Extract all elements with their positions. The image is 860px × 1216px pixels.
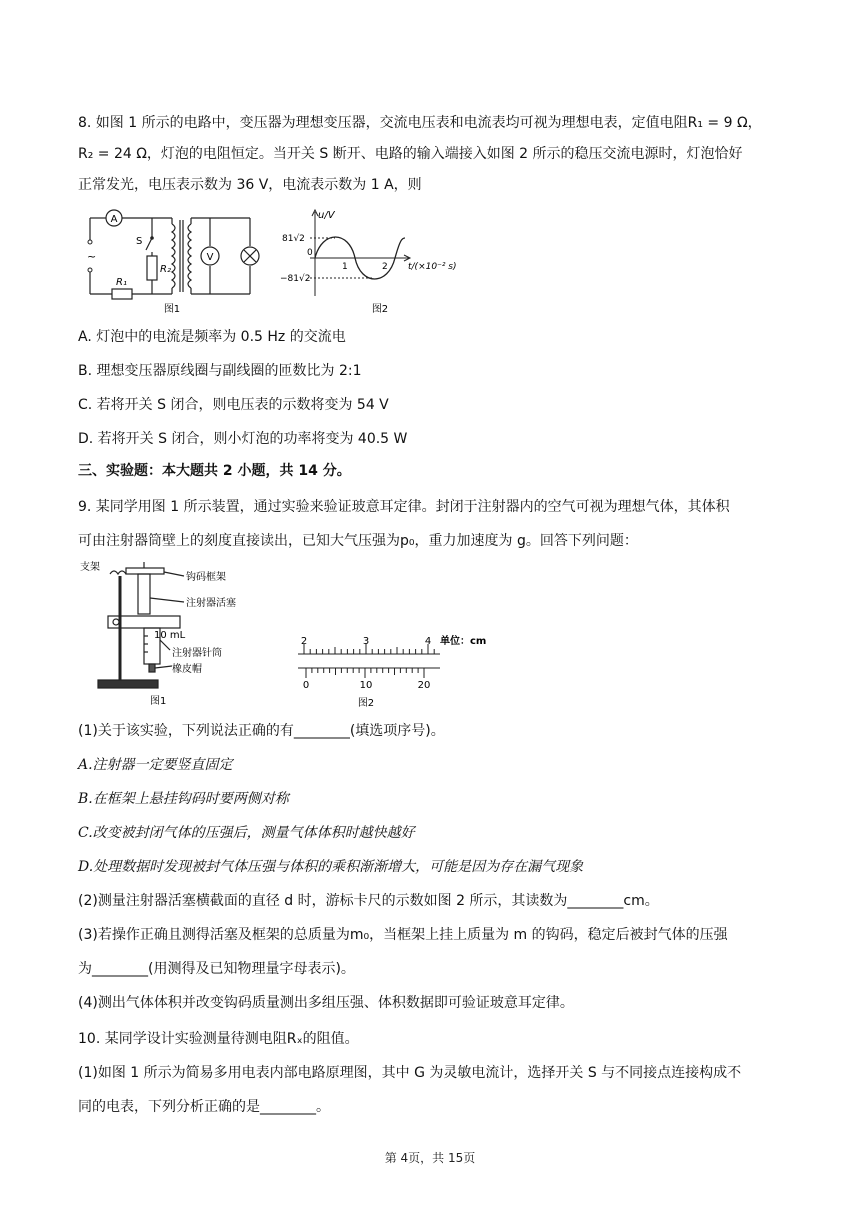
q8-line-1: 8. 如图 1 所示的电路中，变压器为理想变压器，交流电压表和电流表均可视为理想电表，定值电阻R₁ = 9 Ω， [78,115,762,131]
q8-fig2-caption: 图2 [371,304,389,315]
label-10ml: 10 mL [154,630,186,641]
q8-option-c: C. 若将开关 S 闭合，则电压表的示数将变为 54 V [78,397,389,413]
q9-line-2: 可由注射器筒壁上的刻度直接读出，已知大气压强为p₀，重力加速度为 g。回答下列问题： [78,533,638,549]
q8-fig2-tick2: 2 [382,262,388,272]
main-tick-4: 4 [424,636,432,647]
q8-fig2-ymin: −81√2 [280,274,311,284]
q9-option-d: D.处理数据时发现被封气体压强与体积的乘积渐渐增大，可能是因为存在漏气现象 [78,859,584,875]
q8-line-2: R₂ = 24 Ω，灯泡的电阻恒定。当开关 S 断开、电路的输入端接入如图 2 所示的稳压交流电源时，灯泡恰好 [78,146,743,162]
q9-parts [78,714,798,1020]
label-piston: 注射器活塞 [186,598,236,609]
q9-part-4: (4)测出气体体积并改变钩码质量测出多组压强、体积数据即可验证玻意耳定律。 [78,995,574,1011]
q8-option-a: A. 灯泡中的电流是频率为 0.5 Hz 的交流电 [78,329,346,345]
q8-option-d: D. 若将开关 S 闭合，则小灯泡的功率将变为 40.5 W [78,431,408,447]
q8-option-b: B. 理想变压器原线圈与副线圈的匝数比为 2:1 [78,363,362,379]
q10 [78,1022,798,1124]
main-tick-3: 3 [362,636,370,647]
page-footer: 第 4页，共 15页 [384,1151,476,1165]
q8-circuit-figure [80,206,270,318]
unit-label: 单位：cm [440,636,487,647]
main-tick-2: 2 [300,636,308,647]
ammeter-label: A [110,214,118,225]
switch-label: S [136,236,143,247]
q9-fig2-caption: 图2 [357,698,375,709]
q9-part-1: (1)关于该实验，下列说法正确的有________(填选项序号)。 [78,723,445,739]
q9-option-b: B.在框架上悬挂钩码时要两侧对称 [78,791,289,807]
q9-fig1-caption: 图1 [150,696,167,707]
q8-fig1-caption: 图1 [163,304,181,315]
q8-fig2-ylabel: u/V [318,210,335,221]
q8-options [78,320,798,456]
r1-label: R₁ [116,277,127,288]
q10-part-1a: (1)如图 1 所示为简易多用电表内部电路原理图，其中 G 为灵敏电流计，选择开关 S 与不同接点连接构成不 [78,1065,742,1081]
vernier-scale [298,644,440,678]
q10-line-1: 10. 某同学设计实验测量待测电阻Rₓ的阻值。 [78,1031,359,1047]
vernier-tick-10: 10 [359,680,373,691]
q8-fig2-origin: 0 [307,248,313,258]
q8-fig2-ymax: 81√2 [282,234,305,244]
q9-part-3a: (3)若操作正确且测得活塞及框架的总质量为m₀，当框架上挂上质量为 m 的钩码，稳定后被封气体的压强 [78,927,728,943]
q8-stem [78,108,798,201]
q9-apparatus-figure [80,558,280,708]
label-rubber-cap: 橡皮帽 [172,664,202,675]
voltmeter-label: V [206,252,214,263]
q9-part-2: (2)测量注射器活塞横截面的直径 d 时，游标卡尺的示数如图 2 所示，其读数为________cm。 [78,893,659,909]
q9-part-3b: 为________(用测得及已知物理量字母表示)。 [78,961,355,977]
q9-stem [78,490,798,558]
vernier-tick-20: 20 [417,680,431,691]
q10-part-1b: 同的电表，下列分析正确的是________。 [78,1099,330,1115]
vernier-tick-0: 0 [302,680,310,691]
q9-line-1: 9. 某同学用图 1 所示装置，通过实验来验证玻意耳定律。封闭于注射器内的空气可视为理想气体，其体积 [78,499,730,515]
q8-waveform-figure [280,206,470,318]
label-barrel: 注射器针筒 [172,648,222,659]
q9-option-c: C.改变被封闭气体的压强后，测量气体体积时越快越好 [78,825,415,841]
section-heading: 三、实验题：本大题共 2 小题，共 14 分。 [78,463,351,479]
q9-vernier-figure [292,630,522,710]
ac-source-symbol: ~ [87,250,97,263]
q9-option-a: A.注射器一定要竖直固定 [78,757,233,773]
q8-line-3: 正常发光，电压表示数为 36 V，电流表示数为 1 A，则 [78,177,422,193]
r2-label: R₂ [160,264,171,275]
label-stand: 支架 [80,562,100,573]
label-weight-frame: 钩码框架 [186,572,226,583]
q8-fig2-tick1: 1 [342,262,348,272]
q8-fig2-xlabel: t/(×10⁻² s) [408,262,457,272]
